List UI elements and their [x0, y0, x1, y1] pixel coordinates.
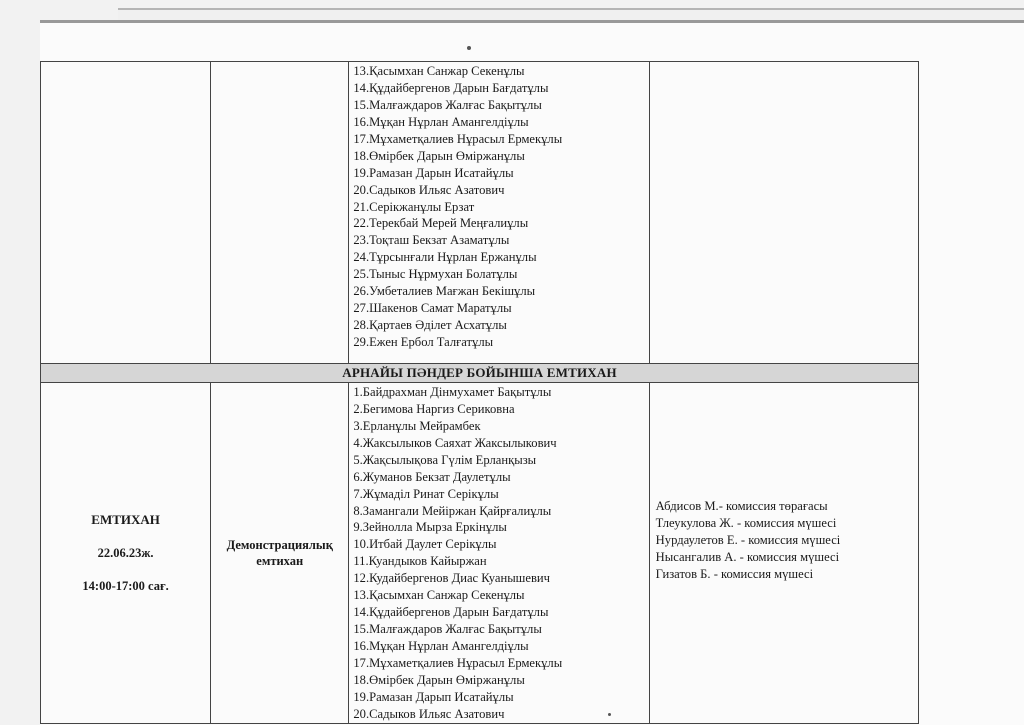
student-name: 8.Замангали Мейіржан Қайрғалиұлы: [353, 503, 552, 518]
student-name: 16.Мұқан Нұрлан Амангелдіұлы: [353, 114, 529, 129]
student-name: 5.Жақсылықова Гүлім Ерланқызы: [353, 452, 537, 467]
student-name: 13.Қасымхан Санжар Секенұлы: [353, 64, 525, 78]
scan-speck: [467, 46, 471, 50]
student-name: 6.Жуманов Бекзат Даулетұлы: [353, 469, 511, 484]
exam-type-line2: емтихан: [256, 553, 304, 568]
commission-member: Тлеукулова Ж. - комиссия мүшесі: [655, 516, 837, 531]
student-name: 2.Бегимова Наргиз Сериковна: [353, 401, 515, 416]
student-name: 17.Мұхаметқалиев Нұрасыл Ермекұлы: [353, 131, 563, 146]
section-title: АРНАЙЫ ПӘНДЕР БОЙЫНША ЕМТИХАН: [41, 363, 919, 382]
page-top-edge: [40, 20, 1024, 23]
student-name: 9.Зейнолла Мырза Еркінұлы: [353, 520, 507, 535]
student-name: 14.Құдайбергенов Дарын Бағдатұлы: [353, 80, 549, 95]
student-name: 10.Итбай Даулет Серікұлы: [353, 537, 497, 552]
student-name: 15.Малғаждаров Жалғас Бақытұлы: [353, 622, 542, 637]
student-name: 17.Мұхаметқалиев Нұрасыл Ермекұлы: [353, 655, 563, 670]
table-row-continuation: [41, 62, 919, 364]
student-name: 12.Кудайбергенов Диас Куанышевич: [353, 571, 550, 586]
type-cell-empty: [211, 62, 349, 364]
commission-member: Гизатов Б. - комиссия мүшесі: [655, 567, 814, 582]
exam-type-cell: [211, 382, 349, 723]
commission-cell: [649, 382, 918, 723]
student-name: 23.Тоқташ Бекзат Азаматұлы: [353, 233, 510, 248]
exam-title: ЕМТИХАН: [91, 511, 160, 527]
student-name: 7.Жұмаділ Ринат Серікұлы: [353, 486, 499, 501]
commission-member: Нысангалив А. - комиссия мүшесі: [655, 550, 840, 565]
commission-member: Нурдаулетов Е. - комиссия мүшесі: [655, 533, 841, 548]
student-name: 11.Куандыков Кайыржан: [353, 554, 487, 569]
student-name: 16.Мұқан Нұрлан Амангелдіұлы: [353, 639, 529, 653]
student-name: 28.Қартаев Әділет Асхатұлы: [353, 318, 507, 333]
student-name: 14.Құдайбергенов Дарын Бағдатұлы: [353, 605, 549, 620]
student-name: 20.Садыков Ильяс Азатович: [353, 706, 505, 721]
commission-cell-empty: [649, 62, 918, 364]
student-name: 22.Терекбай Мерей Меңғалиұлы: [353, 216, 529, 231]
student-name: 26.Умбеталиев Мағжан Бекішұлы: [353, 284, 536, 299]
section-header-row: [41, 363, 919, 382]
student-name: 15.Малғаждаров Жалғас Бақытұлы: [353, 97, 542, 112]
student-name: 21.Серікжанұлы Ерзат: [353, 199, 475, 214]
student-list-cell: [349, 62, 649, 364]
student-name: 18.Өмірбек Дарын Өміржанұлы: [353, 148, 525, 163]
student-list-cell: [349, 382, 649, 723]
student-name: 3.Ерланұлы Мейрамбек: [353, 418, 481, 433]
student-name: 1.Байдрахман Дінмухамет Бақытұлы: [353, 384, 552, 399]
commission-list: [650, 498, 918, 583]
student-name: 19.Рамазан Дарын Исатайұлы: [353, 165, 514, 180]
student-list-top: [349, 62, 648, 363]
student-name: 18.Өмірбек Дарын Өміржанұлы: [353, 672, 525, 687]
student-name: 13.Қасымхан Санжар Секенұлы: [353, 588, 525, 603]
student-name: 29.Ежен Ербол Талғатұлы: [353, 335, 494, 349]
student-list-bottom: [349, 383, 648, 723]
exam-time: 14:00-17:00 сағ.: [82, 578, 169, 593]
exam-date: 22.06.23ж.: [97, 545, 154, 560]
exam-type-line1: Демонстрациялық: [226, 537, 333, 552]
student-name: 19.Рамазан Дарып Исатайұлы: [353, 689, 514, 704]
schedule-table: [40, 61, 919, 724]
exam-cell-empty: [41, 62, 211, 364]
table-row-exam: [41, 382, 919, 723]
student-name: 24.Тұрсынғали Нұрлан Ержанұлы: [353, 250, 537, 265]
commission-member: Абдисов М.- комиссия төрағасы: [655, 499, 828, 514]
student-name: 4.Жаксылыков Саяхат Жаксылыкович: [353, 435, 557, 450]
student-name: 27.Шакенов Самат Маратұлы: [353, 301, 512, 316]
student-name: 25.Тыныс Нұрмухан Болатұлы: [353, 267, 518, 282]
student-name: 20.Садыков Ильяс Азатович: [353, 182, 505, 197]
exam-info-cell: [41, 382, 211, 723]
